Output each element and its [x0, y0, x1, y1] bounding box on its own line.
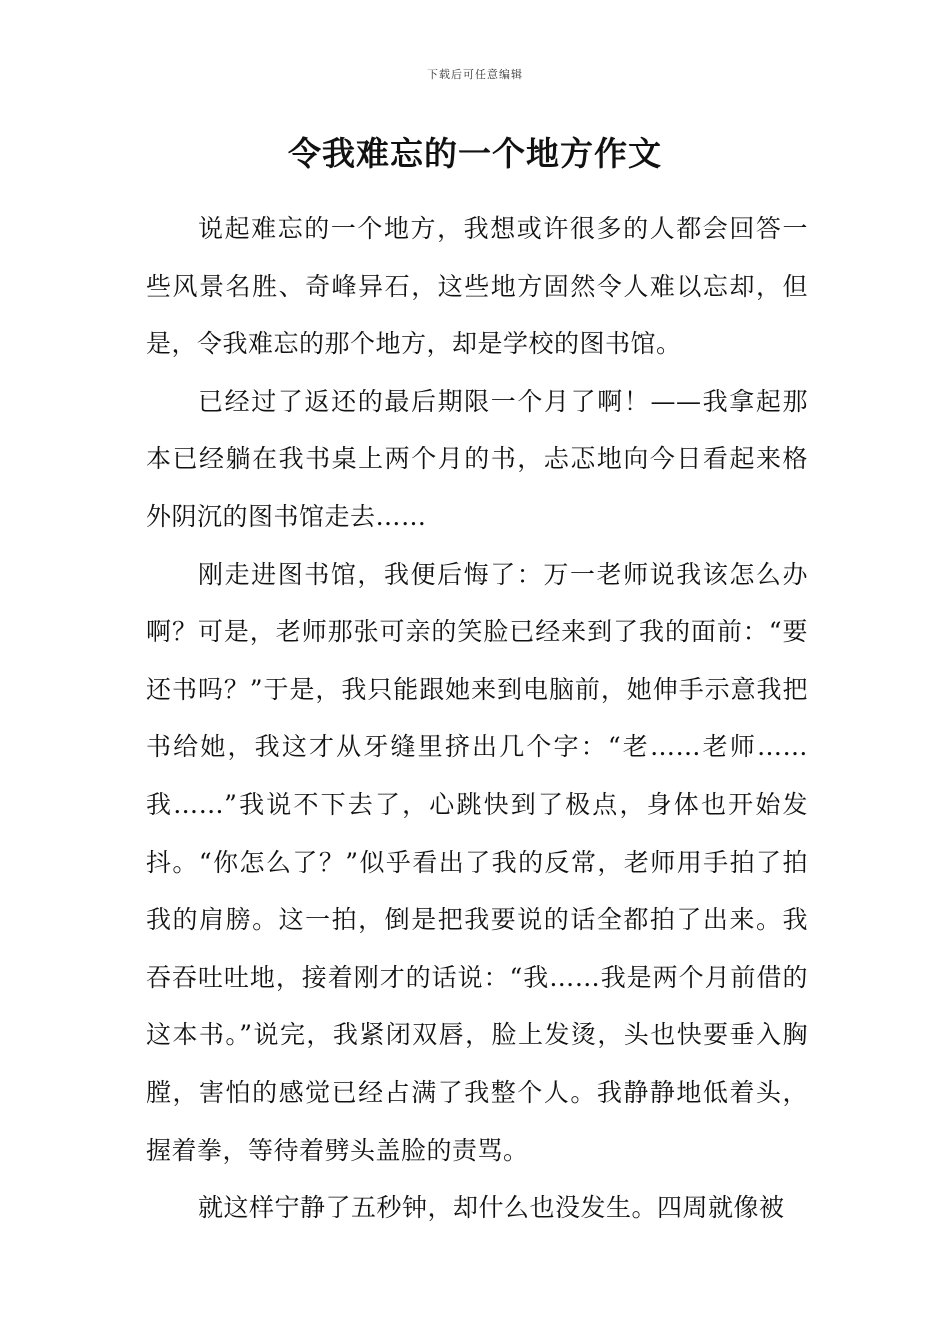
paragraph-2: 已经过了返还的最后期限一个月了啊！——我拿起那本已经躺在我书桌上两个月的书，忐忑地向今日看起来格外阴沉的图书馆走去…… [146, 386, 808, 531]
document-title: 令我难忘的一个地方作文 [288, 134, 662, 173]
paragraph-3: 刚走进图书馆，我便后悔了：万一老师说我该怎么办啊？可是，老师那张可亲的笑脸已经来到了我的面前：“要还书吗？”于是，我只能跟她来到电脑前，她伸手示意我把书给她，我这才从牙缝里挤出几个字：“老……老师……我……”我说不下去了，心跳快到了极点，身体也开始发抖。“你怎么了？”似乎看出了我的反常，老师用手拍了拍我的肩膀。这一拍，倒是把我要说的话全都拍了出来。我吞吞吐吐地，接着刚才的话说：“我……我是两个月前借的这本书。”说完，我紧闭双唇，脸上发烫，头也快要垂入胸膛，害怕的感觉已经占满了我整个人。我静静地低着头，握着拳，等待着劈头盖脸的责骂。 [146, 559, 808, 1165]
document-body [146, 200, 808, 1237]
paragraph-4: 就这样宁静了五秒钟，却什么也没发生。四周就像被 [198, 1193, 785, 1223]
header-note: 下载后可任意编辑 [427, 68, 523, 81]
paragraph-1: 说起难忘的一个地方，我想或许很多的人都会回答一些风景名胜、奇峰异石，这些地方固然令人难以忘却，但是，令我难忘的那个地方，却是学校的图书馆。 [146, 214, 808, 359]
